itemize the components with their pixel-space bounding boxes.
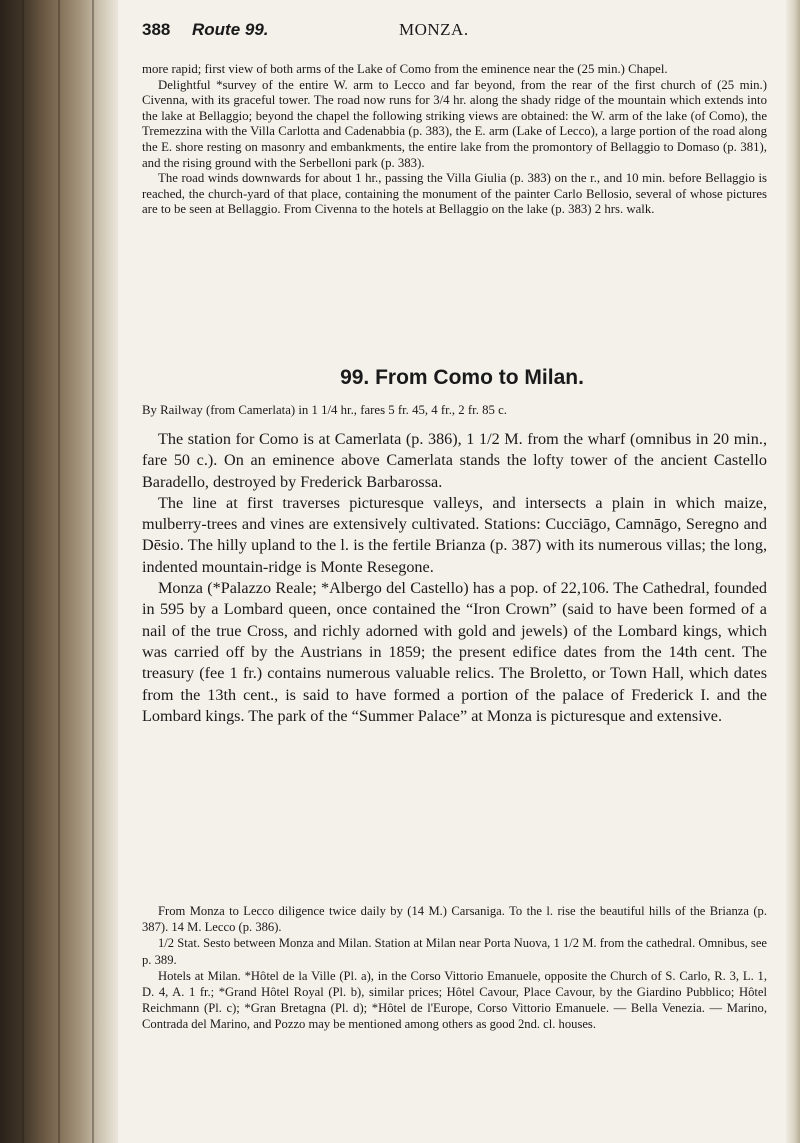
book-page bbox=[142, 0, 782, 1143]
footer-text bbox=[142, 903, 767, 1033]
page-number: 388 bbox=[142, 20, 171, 39]
intro-paragraph: The road winds downwards for about 1 hr., passing the Villa Giulia (p. 383) on the r., and 10 min. before Bellaggio is reached, the church-yard of that place, containing the monument of the painter Carlo Bellosio, several of whose pictures are to be seen at Bellaggio. From Civenna to the hotels at Bellaggio on the lake (p. 383) 2 hrs. walk. bbox=[142, 171, 767, 217]
book-binding bbox=[0, 0, 118, 1143]
place-label: MONZA. bbox=[399, 20, 469, 39]
main-text bbox=[142, 429, 767, 727]
running-header bbox=[142, 20, 782, 48]
intro-paragraph: Delightful *survey of the entire W. arm to Lecco and far beyond, from the rear of the first church of (25 min.) Civenna, with its graceful tower. The road now runs for 3/4 hr. along the shady ridge of the mountain which extends into the lake at Bellaggio; beyond the chapel the following striking views are obtained: the W. arm of the lake (of Como), the Tremezzina with the Villa Carlotta and Cadenabbia (p. 383), the E. arm (Lake of Lecco), a large portion of the road along the E. shore resting on masonry and embankments, the entire lake from the promontory of Bellaggio to Domaso (p. 381), and the rising ground with the Serbelloni park (p. 383). bbox=[142, 77, 767, 170]
binding-fold bbox=[92, 0, 94, 1143]
railway-info: By Railway (from Camerlata) in 1 1/4 hr., fares 5 fr. 45, 4 fr., 2 fr. 85 c. bbox=[142, 403, 507, 417]
page-edge bbox=[786, 0, 800, 1143]
footer-paragraph: 1/2 Stat. Sesto between Monza and Milan. Station at Milan near Porta Nuova, 1 1/2 M. from the cathedral. Omnibus, see p. 389. bbox=[142, 936, 767, 967]
body-paragraph: Monza (*Palazzo Reale; *Albergo del Castello) has a pop. of 22,106. The Cathedral, founded in 595 by a Lombard queen, once contained the “Iron Crown” (said to have been formed of a nail of the true Cross, and richly adorned with gold and jewels) of the Lombard kings, which was carried off by the Austrians in 1859; the present edifice dates from the 14th cent. The treasury (fee 1 fr.) contains numerous valuable relics. The Broletto, or Town Hall, which dates from the 13th cent., is said to have formed a portion of the palace of Frederick I. and the Lombard kings. The park of the “Summer Palace” at Monza is picturesque and extensive. bbox=[142, 579, 767, 725]
footer-paragraph: From Monza to Lecco diligence twice daily by (14 M.) Carsaniga. To the l. rise the beautiful hills of the Brianza (p. 387). 14 M. Lecco (p. 386). bbox=[142, 904, 767, 935]
binding-fold bbox=[22, 0, 24, 1143]
footer-paragraph: Hotels at Milan. *Hôtel de la Ville (Pl. a), in the Corso Vittorio Emanuele, opposite the Church of S. Carlo, R. 3, L. 1, D. 4, A. 1 fr.; *Grand Hôtel Royal (Pl. b), similar prices; Hôtel Cavour, Place Cavour, by the Giardino Pubblico; Hôtel Reichmann (Pl. c); *Gran Bretagna (Pl. d); *Hôtel de l'Europe, Corso Vittorio Emanuele. — Bella Venezia. — Marino, Contrada del Marino, and Pozzo may be mentioned among others as good 2nd. cl. houses. bbox=[142, 968, 767, 1032]
intro-paragraph: more rapid; first view of both arms of the Lake of Como from the eminence near the (25 min.) Chapel. bbox=[142, 62, 668, 76]
body-paragraph: The line at first traverses picturesque valleys, and intersects a plain in which maize, mulberry-trees and vines are extensively cultivated. Stations: Cucciāgo, Camnāgo, Seregno and Dēsio. The hilly upland to the l. is the fertile Brianza (p. 387) with its numerous villas; the long, indented mountain-ridge is Monte Resegone. bbox=[142, 493, 767, 576]
section-title: 99. From Como to Milan. bbox=[340, 366, 584, 389]
route-label: Route 99. bbox=[192, 20, 269, 39]
binding-fold bbox=[58, 0, 60, 1143]
body-paragraph: The station for Como is at Camerlata (p. 386), 1 1/2 M. from the wharf (omnibus in 20 min., fare 50 c.). On an eminence above Camerlata stands the lofty tower of the ancient Castello Baradello, destroyed by Frederick Barbarossa. bbox=[142, 430, 767, 491]
intro-text bbox=[142, 62, 767, 218]
